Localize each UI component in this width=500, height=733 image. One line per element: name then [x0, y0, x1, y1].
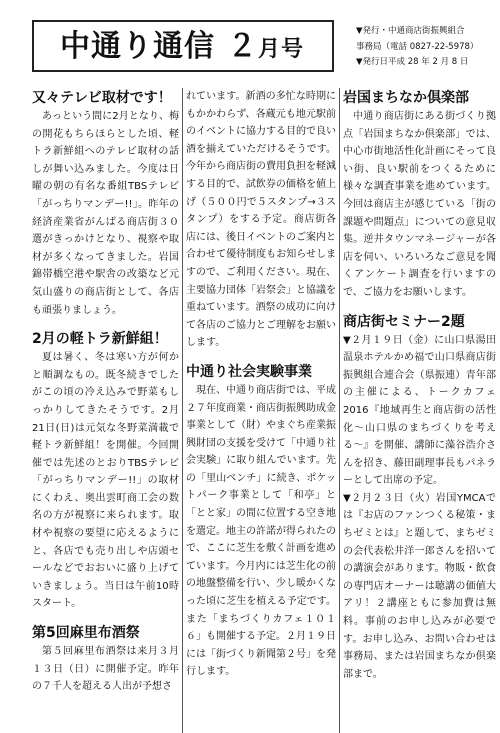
masthead-month-suffix: 月号 — [258, 37, 305, 62]
masthead-title — [60, 30, 304, 67]
article-tv-body: あっという間に2月となり、梅の開花もちらほらとした頃、軽トラ新鮮組へのテレビ取材の話しが舞い込みました。今度は日曜の朝の有名な番組TBSテレビ「がっちりマンデー!!」。昨年の経済産業省がんばる商店街３０選がきっかけとなり、視察や取材が多くなってきました。岩国錦帯橋空港や駅舎の改築など元気山盛りの商店街として、各店も頑張りましょう。 — [32, 111, 179, 316]
article-seminars-heading: 商店街セミナー2題 — [343, 313, 465, 330]
masthead-title-main: 中通り通信 — [60, 29, 215, 64]
office-phone-line: 事務局（電話 0827-22-5978） — [356, 41, 479, 52]
article-tv-heading: 又々テレビ取材です！ — [32, 90, 172, 106]
article-machinaka-club-body: 中通り商店街にある街づくり拠点「岩国まちなか倶楽部」では、中心市街地活性化計画にそって良い街、良い駅前をつくるために様々な調査事業を進めています。今回は商店主が感じている「街の課題や問題点」についての意見収集。逆井タウンマネージャーが各店を伺い、いろいろなご意見を聞くアンケート調査を行いますので、ご協力をお願いします。 — [343, 111, 496, 298]
publisher-info — [356, 24, 496, 71]
masthead-month-number: ２ — [227, 29, 258, 64]
article-kei-truck-body: 夏は暑く、冬は寒い方が何かと順調なもの。既冬続きでしたがこの頃の冷え込みで野菜もしっかりしてきたそうです。2月21日(日)は元気な冬野菜満載で軽トラ新鮮組！を開催。今回開催では先述のとおりTBSテレビ「がっちりマンデー!!」の取材にくわえ、奥出雲町商工会の数名の方が視察に来られます。取材や視察の要望に応えるようにと、各店でも売り出しや店頭セールなどでおおいに盛り上げていきましょう。当日は午前10時スタート。 — [32, 352, 179, 610]
article-seminar-2-body: ▼２月２３日（火）岩国YMCAでは『お店のファンつくる秘策・まちゼミとは』と題して、まちゼミの会代表松井洋一郎さんを招いての講演会があります。物販・飲食の専門店オーナーは聴講の価値大アリ！２講座ともに参加費は無料。事前のお申し込みが必要です。お申し込み、お問い合わせは事務局、または岩国まちなか倶楽部まで。 — [343, 492, 496, 680]
column-divider-2 — [339, 88, 340, 733]
column-divider-1 — [182, 88, 183, 733]
article-social-experiment-body: 現在、中通り商店街では、平成２７年度商業・商店街振興助成金事業として（財）やまぐち産業振興財団の支援を受けて「中通り社会実験」に取り組んでいます。先の「里山ベンチ」に続き、ポケットパーク事業として「和亭」と「とと家」の間に位置する空き地を選定。地主の許諾が得られたので、ここに芝生を敷く計画を進めています。今月内には芝生化の前の地盤整備を行い、少し暖かくなった頃に芝生を植える予定です。また「まちづくりカフェ１０１６」も開催する予定。２月１９日には「街づくり新聞第２号」を発行します。 — [186, 384, 336, 678]
masthead-box — [32, 20, 334, 72]
article-kei-truck-heading: 2月の軽トラ新鮮組！ — [32, 331, 168, 348]
issue-date-line: ▼発行日平成 28 年 2 月 8 日 — [356, 57, 469, 67]
article-seminar-1-body: ▼２月１９日（金）に山口県湯田温泉ホテルかめ福で山口県商店街振興組合連合会（県振連）青年部の主催による、トークカフェ 2016『地域再生と商店街の活性化〜山口県のまちづくりを考える〜』を開催、講師に藻谷浩介さんを招き、藤田副理事長もパネラーとして出席の予定。 — [343, 334, 496, 487]
column-left — [32, 88, 179, 733]
article-social-experiment-heading: 中通り社会実験事業 — [186, 363, 312, 380]
column-middle — [186, 88, 336, 733]
publisher-line: ▼発行・中通商店街振興組合 — [356, 26, 465, 36]
article-sake-festival-heading: 第5回麻里布酒祭 — [32, 625, 140, 642]
article-sake-festival-body: 第５回麻里布酒祭は来月３月１３日（日）に開催予定。昨年の７千人を超える人出が予想さ — [32, 646, 179, 693]
article-machinaka-club-heading: 岩国まちなか倶楽部 — [343, 90, 469, 106]
article-sake-festival-continued: れています。新酒の多忙な時期にもかかわらず、各蔵元も地元駅前のイベントに協力する目的で良い酒を揃えていただけるそうです。今年から商店街の費用負担を軽減する目的で、試飲券の価格を値上げ（５００円で５スタンプ→３スタンプ）をする予定。商店街各店には、後日イベントのご案内と合わせて優待制度もお知らせしますので、ご利用ください。現在、主要協力団体「岩祭会」と協議を重ねています。酒祭の成功に向けて各店のご協力とご理解をお願いします。 — [186, 91, 336, 349]
column-right — [343, 88, 496, 733]
